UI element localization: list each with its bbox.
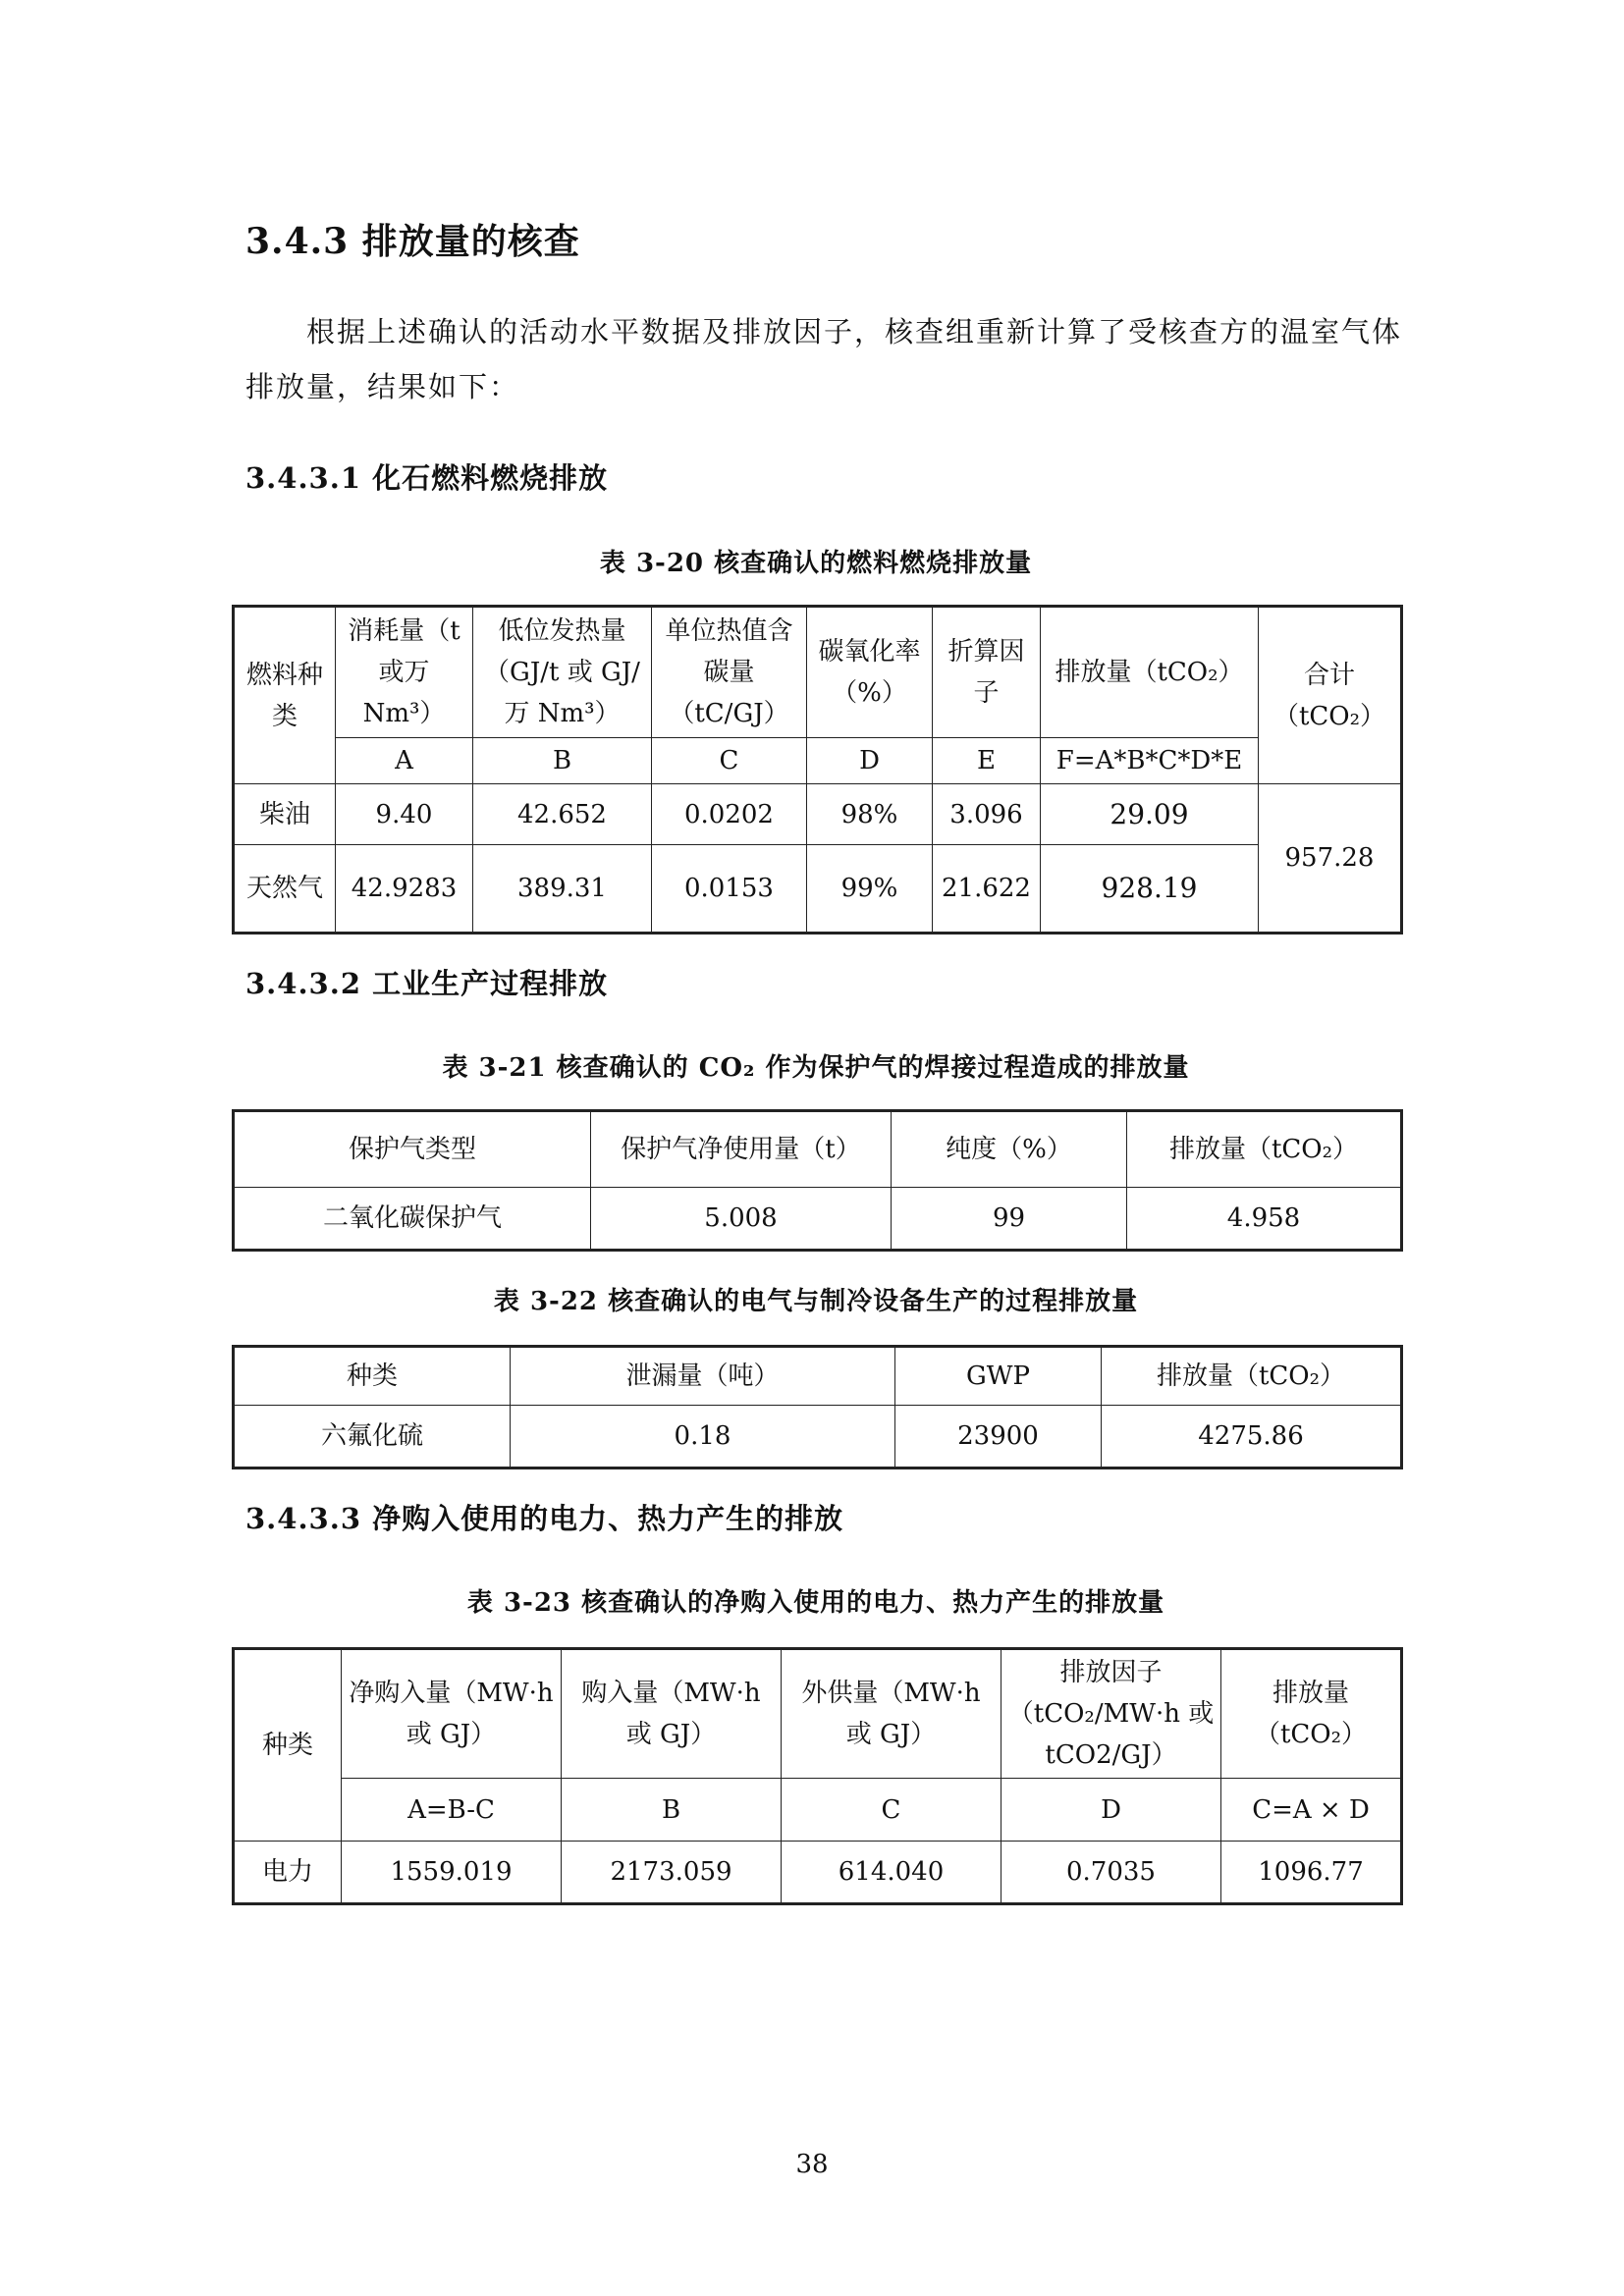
header-consumption: 消耗量（t 或万 Nm³） [336, 607, 473, 738]
cell-a: 42.9283 [336, 845, 473, 934]
cell-f: 928.19 [1041, 845, 1259, 934]
formula-buy: B [562, 1779, 782, 1842]
cell-ef: 0.7035 [1001, 1842, 1221, 1904]
label-a: A [336, 738, 473, 784]
total-value: 957.28 [1259, 784, 1402, 934]
cell-gwp: 23900 [895, 1406, 1102, 1468]
header-net-purchase: 净购入量（MW·h 或 GJ） [342, 1649, 562, 1779]
fuel-combustion-table [232, 605, 1403, 934]
header-total: 合计（tCO₂） [1259, 607, 1402, 784]
cell-c: 0.0202 [652, 784, 807, 845]
formula-net: A=B-C [342, 1779, 562, 1842]
welding-gas-table [232, 1109, 1403, 1252]
sf6-table [232, 1345, 1403, 1469]
cell-e: 21.622 [933, 845, 1041, 934]
label-e: E [933, 738, 1041, 784]
formula-out: C [782, 1779, 1001, 1842]
cell-gas-type: 二氧化碳保护气 [234, 1188, 591, 1251]
table-caption-3-23: 表 3-23 核查确认的净购入使用的电力、热力产生的排放量 [466, 1588, 1165, 1618]
cell-buy: 2173.059 [562, 1842, 782, 1904]
header-emissions: 排放量（tCO₂） [1102, 1347, 1402, 1406]
header-emissions: 排放量（tCO₂） [1221, 1649, 1402, 1779]
label-c: C [652, 738, 807, 784]
cell-out: 614.040 [782, 1842, 1001, 1904]
cell-purity: 99 [892, 1188, 1127, 1251]
cell-net: 1559.019 [342, 1842, 562, 1904]
formula-em: C=A × D [1221, 1779, 1402, 1842]
cell-e: 3.096 [933, 784, 1041, 845]
cell-leakage: 0.18 [511, 1406, 895, 1468]
table-row [234, 1406, 1402, 1468]
label-b: B [473, 738, 652, 784]
cell-c: 0.0153 [652, 845, 807, 934]
header-net-use: 保护气净使用量（t） [591, 1111, 892, 1188]
cell-b: 42.652 [473, 784, 652, 845]
table-row [234, 784, 1402, 845]
header-fuel-type: 燃料种类 [234, 607, 336, 784]
subsection-heading-electricity: 3.4.3.3 净购入使用的电力、热力产生的排放 [245, 1502, 844, 1535]
header-kind: 种类 [234, 1347, 511, 1406]
cell-d: 99% [807, 845, 933, 934]
cell-emissions: 4.958 [1127, 1188, 1402, 1251]
table-caption-3-21: 表 3-21 核查确认的 CO₂ 作为保护气的焊接过程造成的排放量 [442, 1053, 1190, 1083]
table-caption-3-22: 表 3-22 核查确认的电气与制冷设备生产的过程排放量 [493, 1287, 1139, 1316]
subsection-heading-fossil: 3.4.3.1 化石燃料燃烧排放 [245, 461, 609, 495]
header-ncv: 低位发热量（GJ/t 或 GJ/万 Nm³） [473, 607, 652, 738]
formula-ef: D [1001, 1779, 1221, 1842]
cell-kind: 六氟化硫 [234, 1406, 511, 1468]
header-purity: 纯度（%） [892, 1111, 1127, 1188]
header-emissions: 排放量（tCO₂） [1127, 1111, 1402, 1188]
cell-net-use: 5.008 [591, 1188, 892, 1251]
header-oxidation-rate: 碳氧化率（%） [807, 607, 933, 738]
fuel-name: 天然气 [234, 845, 336, 934]
header-leakage: 泄漏量（吨） [511, 1347, 895, 1406]
table-row [234, 845, 1402, 934]
header-carbon-content: 单位热值含碳量（tC/GJ） [652, 607, 807, 738]
subsection-heading-process: 3.4.3.2 工业生产过程排放 [245, 967, 609, 1000]
cell-em: 1096.77 [1221, 1842, 1402, 1904]
fuel-name: 柴油 [234, 784, 336, 845]
cell-emissions: 4275.86 [1102, 1406, 1402, 1468]
cell-b: 389.31 [473, 845, 652, 934]
header-emission-factor: 排放因子（tCO₂/MW·h 或 tCO2/GJ） [1001, 1649, 1221, 1779]
cell-d: 98% [807, 784, 933, 845]
cell-f: 29.09 [1041, 784, 1259, 845]
header-emissions: 排放量（tCO₂） [1041, 607, 1259, 738]
header-gas-type: 保护气类型 [234, 1111, 591, 1188]
header-conversion-factor: 折算因子 [933, 607, 1041, 738]
label-d: D [807, 738, 933, 784]
table-row [234, 1842, 1402, 1904]
cell-a: 9.40 [336, 784, 473, 845]
header-purchase: 购入量（MW·h 或 GJ） [562, 1649, 782, 1779]
label-f: F=A*B*C*D*E [1041, 738, 1259, 784]
table-row [234, 1188, 1402, 1251]
intro-paragraph: 根据上述确认的活动水平数据及排放因子，核查组重新计算了受核查方的温室气体排放量，结果如下： [245, 315, 1403, 403]
header-external-supply: 外供量（MW·h 或 GJ） [782, 1649, 1001, 1779]
section-heading: 3.4.3 排放量的核查 [245, 221, 580, 262]
header-kind: 种类 [234, 1649, 342, 1842]
cell-kind: 电力 [234, 1842, 342, 1904]
table-caption-3-20: 表 3-20 核查确认的燃料燃烧排放量 [599, 549, 1033, 578]
header-gwp: GWP [895, 1347, 1102, 1406]
electricity-table [232, 1647, 1403, 1905]
page-number: 38 [795, 2150, 829, 2179]
